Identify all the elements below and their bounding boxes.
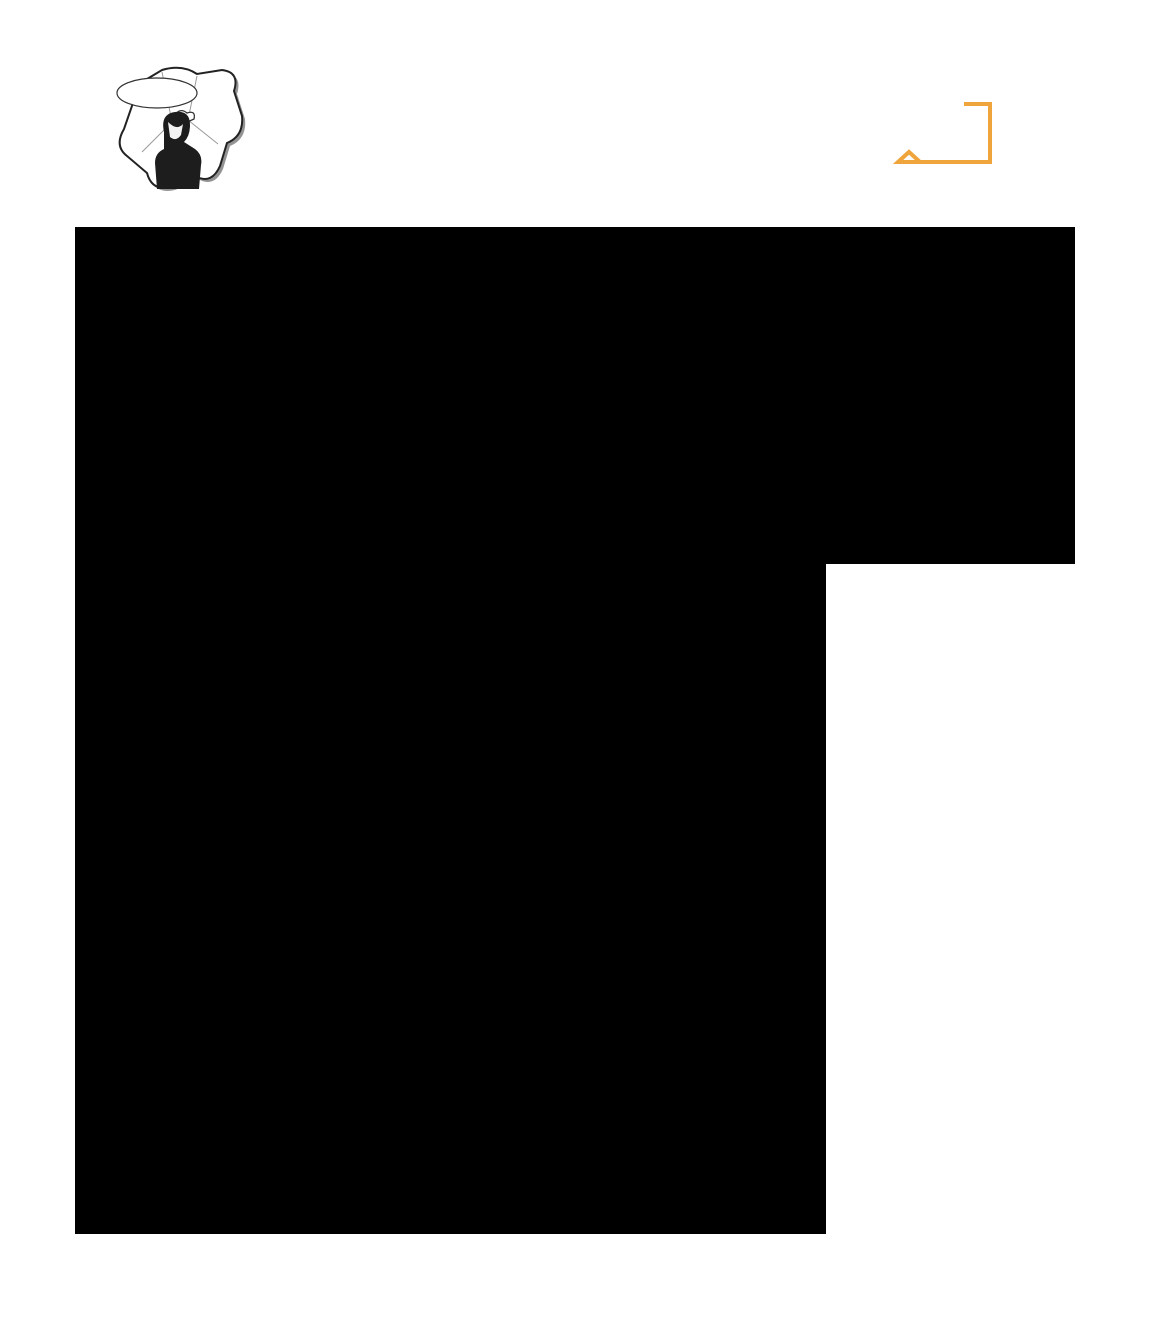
snte-logo-icon [840,96,1000,172]
curriculum-grid-top [75,227,1075,564]
ens-school-logo-icon [100,60,260,202]
school-name-block [225,84,815,85]
curriculum-grid-bottom [75,564,826,1234]
snte-bracket-icon [898,104,990,162]
